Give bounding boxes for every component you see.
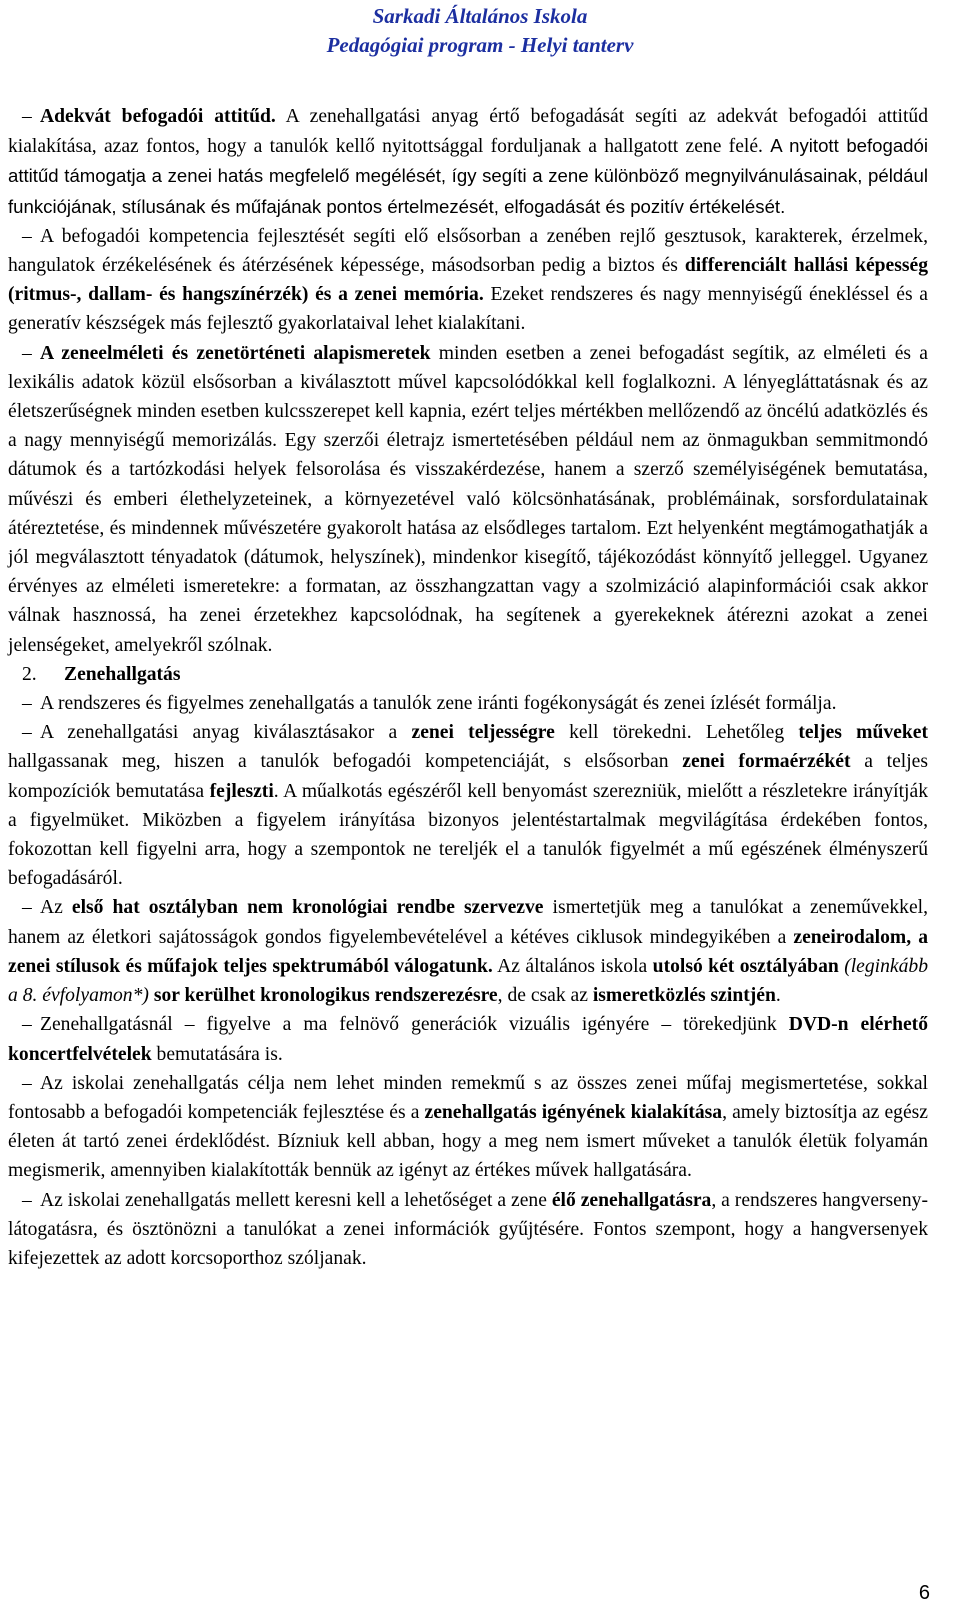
paragraph-text: Az iskolai zenehallgatás mellett keresni kell a lehetőséget a zene bbox=[40, 1189, 552, 1211]
bold-term: zenei formaérzékét bbox=[682, 751, 851, 773]
bold-term: differenciált hallási képesség (ritmus-, dallam- és hangszínérzék) és a zenei memória. bbox=[8, 255, 929, 306]
paragraph-text-sans: A nyitott befogadói attitűd támogatja a zenei hatás megfelelő megélését, így segíti a zene különböző megnyilvánulásainak, például funkciójának, stílusának és műfajának pontos értelmezését, elfogadását és pozitív értékelését. bbox=[8, 135, 928, 217]
italic-note: (leginkább a 8. évfolyamon*) bbox=[8, 955, 928, 1007]
paragraph-text: . A műalkotás egészéről kell benyomást szerezniük, mielőtt a részletekre irányítják a figyelmüket. Miközben a figyelem irányítása bizonyos jelentéstartalmak megvilágítása érdekében fontos, fokozottan kell figyelni arra, hogy a szempontok ne tereljék el a tanulók figyelmét a mű egészének élményszerű befogadásáról. bbox=[8, 780, 928, 890]
bold-term: ismeretközlés szintjén bbox=[592, 985, 776, 1007]
paragraph-text: Zenehallgatásnál – figyelve a ma felnövő generációk vizuális igényére – törekedjünk bbox=[40, 1014, 789, 1036]
bold-term: utolsó két osztályában bbox=[652, 955, 839, 977]
bold-term: sor kerülhet kronologikus rendszerezésre bbox=[148, 985, 498, 1007]
paragraph-text: ismertetjük meg a tanulókat a zeneművekkel, hanem az életkori sajátosságok gondos figyelembevételével a kétéves ciklusok mindegyikében a bbox=[8, 897, 928, 948]
document-body bbox=[8, 102, 928, 1273]
bold-term: első hat osztályban nem kronológiai rendbe szervezve bbox=[71, 897, 544, 919]
dash-bullet: – bbox=[22, 722, 32, 744]
paragraph-zenehallgatas-celja bbox=[8, 1069, 928, 1186]
bold-term: Adekvát befogadói attitűd. bbox=[40, 106, 276, 127]
dash-bullet: – bbox=[22, 897, 32, 919]
bold-term: zeneirodalom, a zenei stílusok és műfajok teljes spektrumából válogatunk. bbox=[8, 926, 928, 977]
paragraph-text: A zenehallgatási anyag kiválasztásakor a bbox=[40, 722, 412, 744]
paragraph-dvd-koncertfelvetelek bbox=[8, 1010, 928, 1068]
paragraph-text: , amely biztosítja az egész életen át tartó zenei érdeklődést. Bízniuk kell abban, hogy a meg nem ismert műveket a tanulók életük folyamán megismerik, amennyiben kialakították bennük az igényt az értékes művek hallgatására. bbox=[8, 1101, 928, 1182]
document-title: Pedagógiai program - Helyi tanterv bbox=[326, 33, 634, 57]
bold-term: DVD-n elérhető koncertfelvételek bbox=[8, 1014, 928, 1065]
page-number: 6 bbox=[918, 1582, 930, 1604]
section-number: 2. bbox=[22, 663, 37, 685]
dash-bullet: – bbox=[22, 1014, 32, 1036]
paragraph-text: Az általános iskola bbox=[492, 955, 653, 977]
dash-bullet: – bbox=[22, 342, 32, 364]
paragraph-text: hallgassanak meg, hiszen a tanulók befogadói kompetenciáját, s elsősorban bbox=[8, 751, 683, 773]
paragraph-text: A rendszeres és figyelmes zenehallgatás a tanulók zene iránti fogékonyságát és zenei ízlését formálja. bbox=[40, 693, 837, 715]
section-heading-zenehallgatas bbox=[8, 660, 928, 689]
paragraph-text: minden esetben a zenei befogadást segítik, az elméleti és a lexikális adatok közül elsősorban a kiválasztott művel kapcsolódókkal kell foglalkozni. A lényegláttatásnak és az életszerűségnek minden esetben kulcsszerepet kell kapnia, ezért teljes mértékben mellőzendő az öncélú adatközlés és a nagy mennyiségű memorizálás. Egy szerzői életrajz ismertetésében például nem az önmagukban semmitmondó dátumok és a tartózkodási helyek felsorolása és visszakérdezése, hanem a szerző személyiségének bemutatása, művészi és emberi élethelyzeteinek, a környezetével való kölcsönhatásának, problémáinak, sorsfordulatainak átéreztetése, és mindennek művészetére gyakorolt hatása az elsődleges tartalom. Ezt helyenként megtámogathatják a jól megválasztott tényadatok (dátumok, helyszínek), mindenkor kisegítő, tájékozódást könnyítő jelleggel. Ugyanez érvényes az elméleti ismeretekre: a formatan, az összhangzattan vagy a szolmizáció alapinformációi csak akkor válnak hasznossá, ha zenei érzetekhez kapcsolódnak, ha segítenek a gyerekeknek átérezni azokat a zenei jelenségeket, amelyekről szólnak. bbox=[8, 342, 928, 656]
bold-term: fejleszti bbox=[209, 780, 274, 802]
dash-bullet: – bbox=[22, 106, 32, 127]
paragraph-zenei-teljesseg bbox=[8, 718, 928, 893]
bold-term: A zeneelméleti és zenetörténeti alapismeretek bbox=[40, 342, 431, 364]
paragraph-text: a teljes kompozíciók bemutatása bbox=[8, 751, 929, 802]
bold-term: zenei teljességre bbox=[411, 722, 555, 744]
paragraph-befogadoi-kompetencia bbox=[8, 222, 928, 339]
paragraph-text: , a rendszeres hangverseny-látogatásra, és ösztönözni a tanulókat a zenei információk gyűjtésére. Fontos szempont, hogy a hangversenyek kifejezettek az adott korcsoporthoz szóljanak. bbox=[8, 1189, 928, 1269]
dash-bullet: – bbox=[22, 1072, 32, 1094]
paragraph-text: . bbox=[775, 985, 781, 1007]
page-header bbox=[0, 2, 960, 60]
paragraph-text: bemutatására is. bbox=[151, 1043, 283, 1065]
bold-term: élő zenehallgatásra bbox=[551, 1189, 712, 1211]
dash-bullet: – bbox=[22, 693, 32, 715]
paragraph-elo-zenehallgatas bbox=[8, 1186, 928, 1274]
dash-bullet: – bbox=[22, 1189, 32, 1211]
paragraph-elso-hat-osztaly bbox=[8, 893, 928, 1010]
dash-bullet: – bbox=[22, 225, 32, 247]
paragraph-text: , de csak az bbox=[497, 985, 593, 1007]
paragraph-text: kell törekedni. Lehetőleg bbox=[554, 722, 799, 744]
paragraph-befogadoi-attitud bbox=[8, 102, 928, 222]
paragraph-text: A zenehallgatási anyag értő befogadását segíti az adekvát befogadói attitűd kialakítása, azaz fontos, hogy a tanulók kellő nyitottsággal forduljanak a hallgatott zene felé. bbox=[8, 106, 929, 158]
paragraph-text: Az iskolai zenehallgatás célja nem lehet minden remekmű s az összes zenei műfaj megismertetése, sokkal fontosabb a befogadói kompetenciák fejlesztése és a bbox=[8, 1072, 928, 1123]
school-name: Sarkadi Általános Iskola bbox=[372, 4, 588, 28]
bold-term: zenehallgatás igényének kialakítása bbox=[424, 1101, 723, 1123]
paragraph-text: Ezeket rendszeres és nagy mennyiségű énekléssel és a generatív készségek más fejlesztő gyakorlataival lehet kialakítani. bbox=[8, 284, 928, 335]
paragraph-zeneelmeleti-alapismeretek bbox=[8, 339, 928, 660]
bold-term: teljes műveket bbox=[798, 722, 928, 744]
paragraph-text: A befogadói kompetencia fejlesztését segíti elő elsősorban a zenében rejlő gesztusok, karakterek, érzelmek, hangulatok érzékelésének és átérzésének képessége, másodsorban pedig a biztos és bbox=[8, 225, 928, 277]
paragraph-text: Az bbox=[40, 897, 72, 919]
paragraph-rendszeres-zenehallgatas bbox=[8, 689, 928, 718]
section-title: Zenehallgatás bbox=[64, 663, 181, 685]
